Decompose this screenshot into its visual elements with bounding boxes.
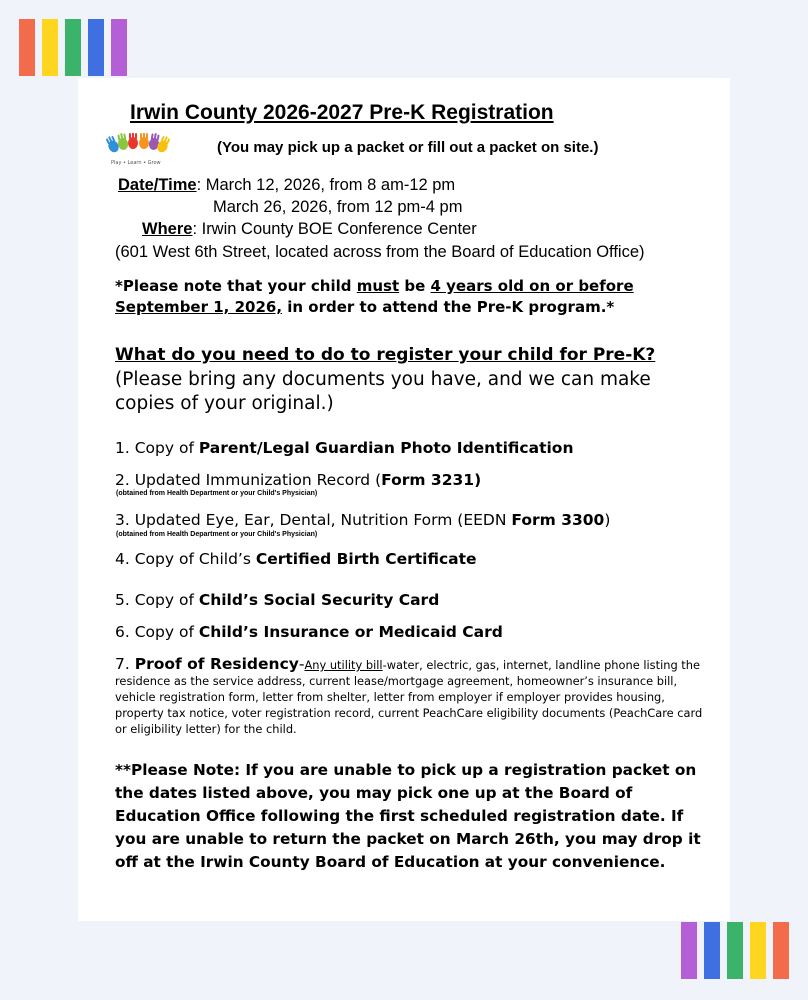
stripe	[773, 922, 789, 979]
stripe	[65, 19, 81, 76]
item-bold: Proof of Residency	[134, 655, 299, 673]
decorative-stripes-top-left	[19, 19, 127, 76]
item-text: 1. Copy of	[115, 439, 199, 457]
item-text: -water, electric, gas, internet, landline phone listing the residence as the service address, current lease/mortgage agreement, homeowner’s insurance bill, vehicle registration form, letter from shelter, letter from employer if employer provides housing, property tax notice, voter registration record, current PeachCare eligibility documents (PeachCare card or eligibility letter) for the child.	[115, 658, 703, 736]
handprint-logo	[105, 133, 171, 169]
stripe	[19, 19, 35, 76]
item-bold: Parent/Legal Guardian Photo Identification	[198, 439, 574, 457]
page-subtitle: (You may pick up a packet or fill out a packet on site.)	[217, 139, 599, 156]
list-item	[115, 623, 503, 641]
hands-icon	[105, 133, 171, 163]
item-bold: Child’s Social Security Card	[198, 591, 440, 609]
stripe	[750, 922, 766, 979]
item-text: 4. Copy of Child’s	[115, 550, 256, 568]
logo-tagline: Play • Learn • Grow	[111, 160, 161, 166]
list-item	[115, 550, 477, 568]
list-item	[115, 591, 439, 609]
item-footnote: (obtained from Health Department or your Child's Physician)	[116, 531, 318, 538]
date-line-2: March 26, 2026, from 12 pm-4 pm	[213, 198, 463, 216]
item-bold: Child’s Insurance or Medicaid Card	[198, 623, 503, 641]
stripe	[42, 19, 58, 76]
date-line-1	[118, 176, 455, 195]
item-text: 6. Copy of	[115, 623, 199, 641]
item-bold: Form 3300	[511, 511, 605, 529]
item-bold: Certified Birth Certificate	[255, 550, 477, 568]
age-note-date: 4 years old on or before	[430, 277, 634, 295]
date-value-1: : March 12, 2026, from 8 am-12 pm	[196, 176, 456, 194]
where-label: Where	[142, 220, 193, 238]
utility-bill-text: Any utility bill	[304, 658, 383, 672]
item-text: 5. Copy of	[115, 591, 199, 609]
age-requirement-note	[115, 276, 634, 318]
stripe	[704, 922, 720, 979]
list-item	[115, 511, 610, 529]
where-line	[142, 220, 477, 239]
date-label: Date/Time	[118, 176, 197, 194]
flyer-page	[78, 78, 730, 921]
stripe	[727, 922, 743, 979]
item-footnote: (obtained from Health Department or your Child's Physician)	[116, 490, 318, 497]
list-item	[115, 439, 573, 457]
list-item	[115, 471, 481, 489]
page-title: Irwin County 2026-2027 Pre-K Registration	[130, 101, 554, 124]
where-value: : Irwin County BOE Conference Center	[192, 220, 477, 238]
proof-of-residency-item	[115, 656, 715, 737]
item-text: 2. Updated Immunization Record (	[115, 471, 382, 489]
item-bold: Form 3231)	[381, 471, 482, 489]
final-note: **Please Note: If you are unable to pick up a registration packet on the dates listed above, you may pick one up at the Board of Education Office following the first scheduled registration date. If you are unable to return the packet on March 26th, you may drop it off at the Irwin County Board of Education at your convenience.	[115, 761, 701, 871]
age-note-text: in order to attend the Pre-K program.*	[282, 298, 615, 316]
age-note-must: must	[356, 277, 400, 295]
age-note-text: be	[399, 277, 431, 295]
item-text: 3. Updated Eye, Ear, Dental, Nutrition Form (EEDN	[115, 511, 512, 529]
stripe	[111, 19, 127, 76]
decorative-stripes-bottom-right	[681, 922, 789, 979]
requirements-heading: What do you need to do to register your child for Pre-K?	[115, 345, 656, 365]
stripe	[88, 19, 104, 76]
address-line: (601 West 6th Street, located across from the Board of Education Office)	[115, 243, 645, 261]
item-text: -	[298, 655, 305, 673]
age-note-text: *Please note that your child	[115, 277, 357, 295]
requirements-subtext: (Please bring any documents you have, and we can make copies of your original.)	[115, 369, 651, 414]
item-text: )	[604, 511, 611, 529]
age-note-date: September 1, 2026,	[115, 298, 283, 316]
stripe	[681, 922, 697, 979]
item-text: 7.	[115, 655, 135, 673]
